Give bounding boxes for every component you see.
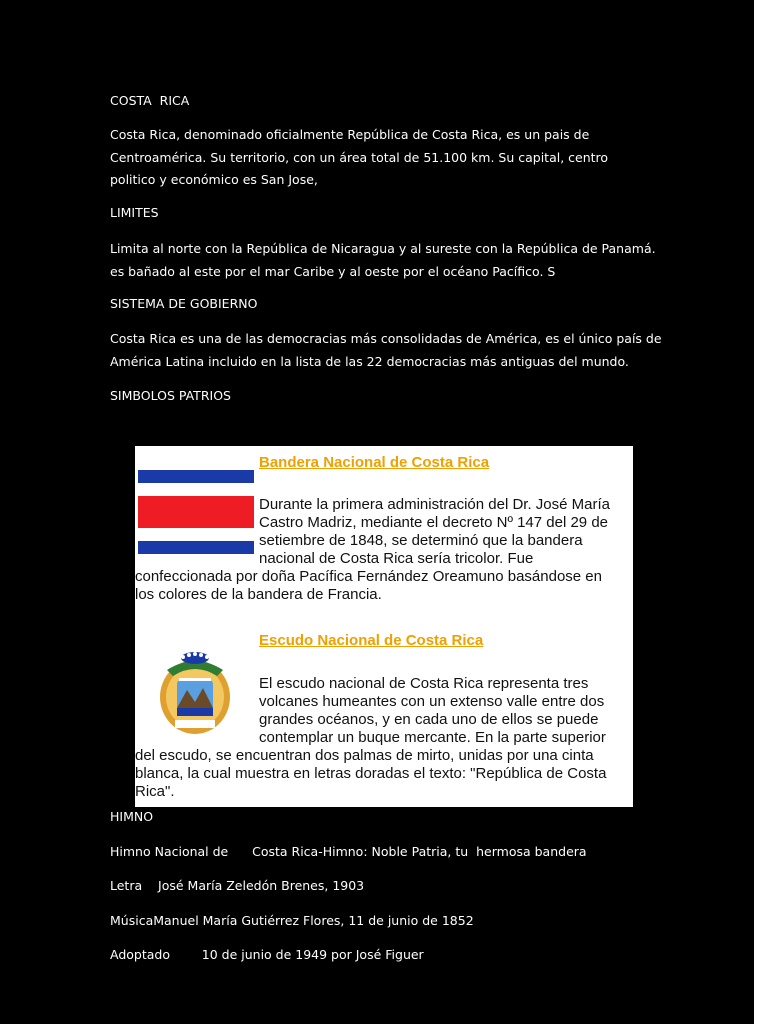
escudo-line: blanca, la cual muestra en letras doradas el texto: "República de Costa: [135, 765, 607, 782]
escudo-nacional-link[interactable]: Escudo Nacional de Costa Rica: [259, 632, 484, 649]
bandera-line: los colores de la bandera de Francia.: [135, 586, 382, 603]
bandera-line: nacional de Costa Rica sería tricolor. Fue: [259, 550, 534, 567]
bandera-line: confeccionada por doña Pacífica Fernández Oreamuno basándose en: [135, 568, 602, 585]
escudo-line: Rica".: [135, 783, 175, 800]
adoptado-line: Adoptado 10 de junio de 1949 por José Figuer: [110, 947, 424, 962]
intro-line: politico y económico es San Jose,: [110, 172, 318, 187]
gobierno-line: América Latina incluido en la lista de las 22 democracias más antiguas del mundo.: [110, 353, 629, 369]
intro-line: Costa Rica, denominado oficialmente República de Costa Rica, es un pais de: [110, 127, 590, 142]
bandera-description: [135, 496, 631, 604]
bandera-line: Castro Madriz, mediante el decreto Nº 147 del 29 de: [259, 514, 608, 531]
escudo-line: del escudo, se encuentran dos palmas de mirto, unidas por una cinta: [135, 747, 594, 764]
escudo-line: volcanes humeantes con un extenso valle entre dos: [259, 693, 605, 710]
heading-himno: HIMNO: [110, 809, 154, 824]
escudo-line: grandes océanos, y en cada uno de ellos se puede: [259, 711, 599, 728]
bandera-nacional-link[interactable]: Bandera Nacional de Costa Rica: [259, 454, 490, 471]
heading-sistema-de-gobierno: SISTEMA DE GOBIERNO: [110, 296, 258, 311]
heading-limites: LIMITES: [110, 205, 159, 220]
himno-nacional-line: Himno Nacional de Costa Rica-Himno: Noble Patria, tu hermosa bandera: [110, 844, 587, 859]
escudo-line: El escudo nacional de Costa Rica representa tres: [259, 675, 589, 692]
escudo-line: contemplar un buque mercante. En la parte superior: [259, 729, 606, 746]
limites-line: es bañado al este por el mar Caribe y al oeste por el océano Pacífico. S: [110, 263, 556, 279]
musica-line: MúsicaManuel María Gutiérrez Flores, 11 de junio de 1852: [110, 913, 474, 928]
escudo-description: [135, 675, 631, 801]
intro-line: Centroamérica. Su territorio, con un área total de 51.100 km. Su capital, centro: [110, 149, 609, 165]
letra-line: Letra José María Zeledón Brenes, 1903: [110, 878, 365, 893]
heading-simbolos-patrios: SIMBOLOS PATRIOS: [110, 388, 231, 403]
simbolos-patrios-panel: [135, 446, 633, 807]
heading-costa-rica: COSTA RICA: [110, 93, 190, 108]
intro-paragraph: [110, 124, 670, 192]
bandera-line: Durante la primera administración del Dr. José María: [259, 496, 610, 513]
gobierno-line: Costa Rica es una de las democracias más consolidadas de América, es el único país de: [110, 331, 662, 346]
gobierno-paragraph: [110, 328, 670, 373]
limites-paragraph: [110, 238, 670, 283]
bandera-line: setiembre de 1848, se determinó que la bandera: [259, 532, 583, 549]
limites-line: Limita al norte con la República de Nicaragua y al sureste con la República de Panamá.: [110, 241, 656, 256]
